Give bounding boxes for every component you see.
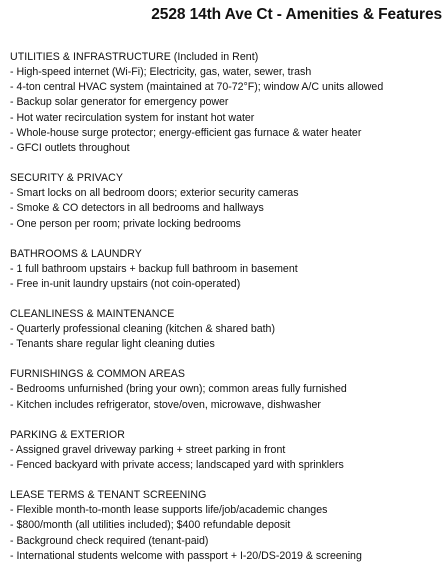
section-heading: FURNISHINGS & COMMON AREAS (10, 368, 185, 381)
list-item: - Background check required (tenant-paid) (10, 534, 209, 547)
section (10, 50, 442, 156)
section-item-list (10, 65, 442, 156)
section-heading: CLEANLINESS & MAINTENANCE (10, 308, 175, 321)
list-item: - Kitchen includes refrigerator, stove/oven, microwave, dishwasher (10, 398, 321, 411)
list-item: - Fenced backyard with private access; landscaped yard with sprinklers (10, 459, 344, 471)
list-item: - Quarterly professional cleaning (kitchen & shared bath) (10, 323, 275, 336)
section (10, 428, 442, 473)
document-title: 2528 14th Ave Ct - Amenities & Features (151, 6, 442, 23)
list-item: - Whole-house surge protector; energy-efficient gas furnace & water heater (10, 126, 362, 139)
list-item: - Flexible month-to-month lease supports life/job/academic changes (10, 504, 328, 517)
section-item-list (10, 382, 442, 412)
section (10, 171, 442, 232)
section-heading: BATHROOMS & LAUNDRY (10, 247, 142, 260)
list-item: - High-speed internet (Wi-Fi); Electricity, gas, water, sewer, trash (10, 66, 312, 78)
list-item: - Tenants share regular light cleaning duties (10, 338, 215, 351)
list-item: - GFCI outlets throughout (10, 141, 130, 154)
list-item: - One person per room; private locking bedrooms (10, 217, 241, 230)
list-item: - International students welcome with passport + I-20/DS-2019 & screening (10, 549, 362, 562)
list-item: - 1 full bathroom upstairs + backup full bathroom in basement (10, 262, 298, 275)
section (10, 307, 442, 352)
section-item-list (10, 322, 442, 352)
list-item: - Assigned gravel driveway parking + street parking in front (10, 443, 286, 456)
list-item: - $800/month (all utilities included); $400 refundable deposit (10, 519, 291, 532)
section-item-list (10, 186, 442, 232)
list-item: - Smoke & CO detectors in all bedrooms and hallways (10, 202, 264, 215)
list-item: - Free in-unit laundry upstairs (not coin-operated) (10, 277, 241, 290)
section-item-list (10, 443, 442, 473)
section-heading: SECURITY & PRIVACY (10, 172, 123, 185)
sections-container (10, 50, 442, 579)
section-heading: UTILITIES & INFRASTRUCTURE (Included in Rent) (10, 51, 259, 63)
list-item: - Smart locks on all bedroom doors; exterior security cameras (10, 187, 299, 200)
section (10, 488, 442, 564)
list-item: - Bedrooms unfurnished (bring your own); common areas fully furnished (10, 383, 347, 396)
section-item-list (10, 262, 442, 292)
section (10, 367, 442, 412)
list-item: - Backup solar generator for emergency power (10, 96, 229, 109)
section-heading: PARKING & EXTERIOR (10, 428, 125, 441)
list-item: - Hot water recirculation system for instant hot water (10, 111, 255, 124)
section-heading: LEASE TERMS & TENANT SCREENING (10, 489, 207, 502)
section-item-list (10, 503, 442, 564)
list-item: - 4-ton central HVAC system (maintained at 70-72°F); window A/C units allowed (10, 81, 384, 94)
section (10, 247, 442, 292)
